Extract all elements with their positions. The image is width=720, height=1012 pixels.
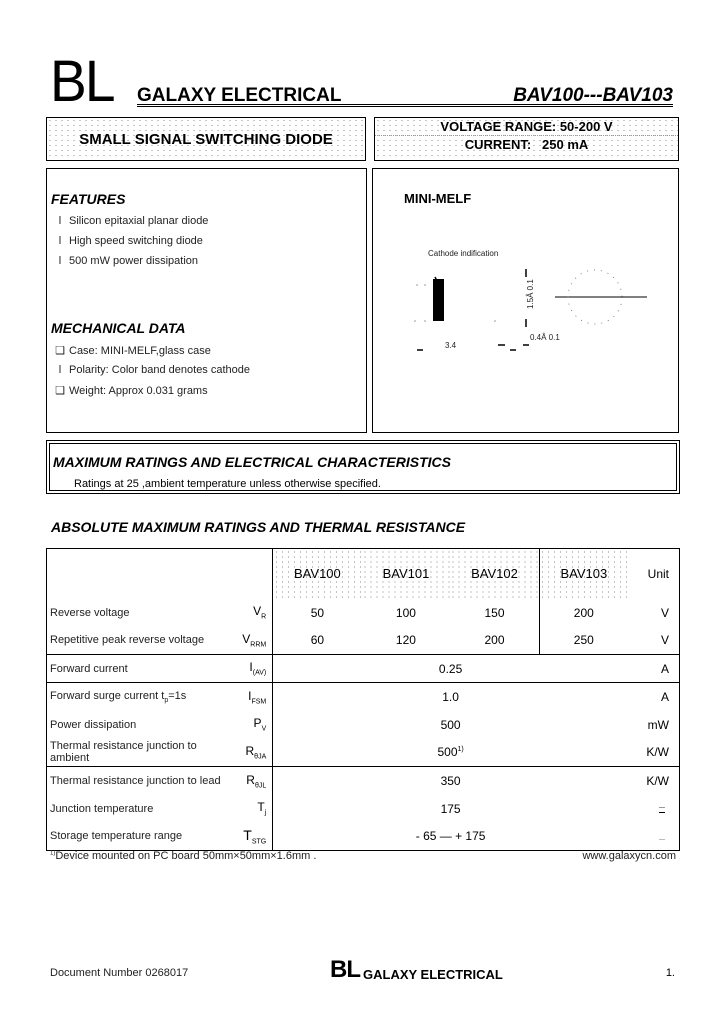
unit-cell: V — [660, 633, 669, 648]
feature-text: 500 mW power dissipation — [69, 255, 199, 267]
product-title-box — [46, 117, 366, 161]
current-line — [375, 136, 678, 153]
table-row — [47, 627, 680, 655]
unit-cell: A — [628, 655, 680, 683]
value-cell: 50 — [310, 605, 325, 620]
param-symbol: $I_{(AV)}$ — [229, 655, 273, 683]
checkbox-bullet-icon: ❑ — [55, 345, 65, 357]
mechanical-text: Weight: Approx 0.031 grams — [69, 385, 208, 397]
bullet-icon: l — [58, 235, 62, 247]
param-symbol: $I_{FSM}$ — [229, 683, 273, 711]
feature-item — [51, 215, 208, 227]
unit-cell: mW — [647, 717, 669, 732]
value-cell: - 65 — + 175 — [415, 829, 486, 844]
header-bav102: BAV102 — [450, 549, 539, 599]
bullet-icon: l — [58, 255, 62, 267]
unit-cell: A — [628, 683, 680, 711]
feature-item — [51, 255, 198, 267]
part-number-range: BAV100---BAV103 — [513, 85, 673, 106]
param-name: Reverse voltage — [50, 606, 130, 619]
table-row — [47, 711, 680, 739]
company-logo: BL — [50, 49, 114, 114]
table-header-row — [47, 549, 680, 599]
feature-text: Silicon epitaxial planar diode — [69, 215, 209, 227]
package-outline-drawing — [373, 169, 680, 434]
value-cell: 120 — [395, 633, 416, 648]
bullet-icon: l — [58, 215, 62, 227]
value-cell: 250 — [539, 627, 628, 655]
value-cell: 200 — [484, 633, 505, 648]
max-ratings-title: MAXIMUM RATINGS AND ELECTRICAL CHARACTERISTICS — [53, 454, 451, 470]
absolute-ratings-title: ABSOLUTE MAXIMUM RATINGS AND THERMAL RESISTANCE — [51, 519, 466, 535]
ratings-table — [46, 548, 680, 851]
param-symbol: $V_R$ — [229, 599, 273, 627]
param-name: Thermal resistance junction to lead — [47, 767, 230, 795]
param-symbol: $R_{\theta JA}$ — [229, 739, 273, 767]
header-blank — [229, 549, 273, 599]
max-ratings-box — [46, 440, 680, 494]
dimension-length: 3.4 — [445, 341, 457, 350]
header-bav103: BAV103 — [539, 549, 628, 599]
voltage-range-label: VOLTAGE RANGE: — [440, 119, 557, 134]
param-symbol: $R_{\theta JL}$ — [229, 767, 273, 795]
header-unit: Unit — [647, 566, 669, 581]
param-name: Thermal resistance junction to ambient — [50, 740, 197, 765]
unit-cell: K/W — [628, 767, 680, 795]
param-symbol: $P_V$ — [229, 711, 273, 739]
param-symbol: $V_{RRM}$ — [229, 627, 273, 655]
mechanical-item — [51, 384, 208, 397]
product-title: SMALL SIGNAL SWITCHING DIODE — [79, 130, 333, 148]
value-cell: 500$^{1)}$ — [437, 745, 464, 760]
feature-text: High speed switching diode — [69, 235, 203, 247]
value-cell: 0.25 — [273, 655, 628, 683]
website-link[interactable]: www.galaxycn.com — [582, 850, 676, 862]
table-row — [47, 739, 680, 767]
page-number: 1. — [665, 967, 675, 979]
mechanical-heading: MECHANICAL DATA — [51, 320, 186, 336]
param-symbol: $T_{STG}$ — [229, 823, 273, 851]
dimension-band: 0.4Â 0.1 — [530, 333, 560, 342]
spec-summary-box — [374, 117, 679, 161]
checkbox-bullet-icon: ❑ — [55, 385, 65, 397]
table-row — [47, 795, 680, 823]
param-name: Storage temperature range — [50, 830, 183, 843]
current-value: 250 mA — [542, 137, 589, 152]
mechanical-item — [51, 364, 250, 376]
max-ratings-subtitle: Ratings at 25 ,ambient temperature unless otherwise specified. — [74, 478, 381, 490]
voltage-range-value: 50-200 V — [559, 119, 613, 134]
document-number: Document Number 0268017 — [50, 967, 189, 979]
footnote: $^{1)}$Device mounted on PC board 50mm×50mm×1.6mm . — [50, 850, 317, 862]
unit-cell-degree-icon — [628, 823, 680, 851]
dimension-diameter: 1.5Â 0.1 — [526, 279, 535, 309]
value-cell: 100 — [395, 605, 416, 620]
value-cell: 175 — [440, 801, 461, 816]
param-name: Junction temperature — [50, 802, 154, 815]
features-heading: FEATURES — [51, 191, 126, 207]
current-label: CURRENT: — [464, 137, 532, 152]
value-cell: 150 — [484, 605, 505, 620]
footer-brand: GALAXY ELECTRICAL — [363, 967, 503, 982]
voltage-range-line — [375, 118, 678, 135]
param-name: Repetitive peak reverse voltage — [50, 634, 205, 647]
value-cell: 200 — [539, 599, 628, 627]
unit-cell: V — [660, 605, 669, 620]
package-title: MINI-MELF — [404, 191, 472, 206]
mechanical-text: Case: MINI-MELF,glass case — [69, 345, 211, 357]
param-symbol: $T_j$ — [229, 795, 273, 823]
value-cell: 500 — [440, 717, 461, 732]
unit-cell-degree-icon — [628, 795, 680, 823]
header-bav101: BAV101 — [362, 549, 451, 599]
mechanical-text: Polarity: Color band denotes cathode — [69, 364, 251, 376]
header-bav100: BAV100 — [273, 549, 362, 599]
value-cell: 350 — [273, 767, 628, 795]
header-blank — [47, 549, 230, 599]
bullet-icon: l — [58, 364, 62, 376]
cathode-band — [433, 279, 444, 321]
package-panel — [372, 168, 679, 433]
unit-cell: K/W — [646, 745, 669, 760]
param-name: Forward surge current $t_p=1s$ — [47, 683, 230, 711]
param-name: Forward current — [47, 655, 230, 683]
param-name: Power dissipation — [50, 718, 137, 731]
company-name: GALAXY ELECTRICAL — [137, 85, 342, 106]
header-rule — [137, 104, 673, 107]
table-row — [47, 767, 680, 795]
table-row — [47, 655, 680, 683]
cathode-label: Cathode indification — [428, 249, 499, 258]
feature-item — [51, 235, 203, 247]
value-cell: 60 — [310, 633, 325, 648]
footer-logo: BL — [330, 956, 360, 983]
table-row — [47, 683, 680, 711]
value-cell: 1.0 — [273, 683, 628, 711]
table-row — [47, 599, 680, 627]
table-row — [47, 823, 680, 851]
mechanical-item — [51, 344, 211, 357]
features-panel — [46, 168, 367, 433]
